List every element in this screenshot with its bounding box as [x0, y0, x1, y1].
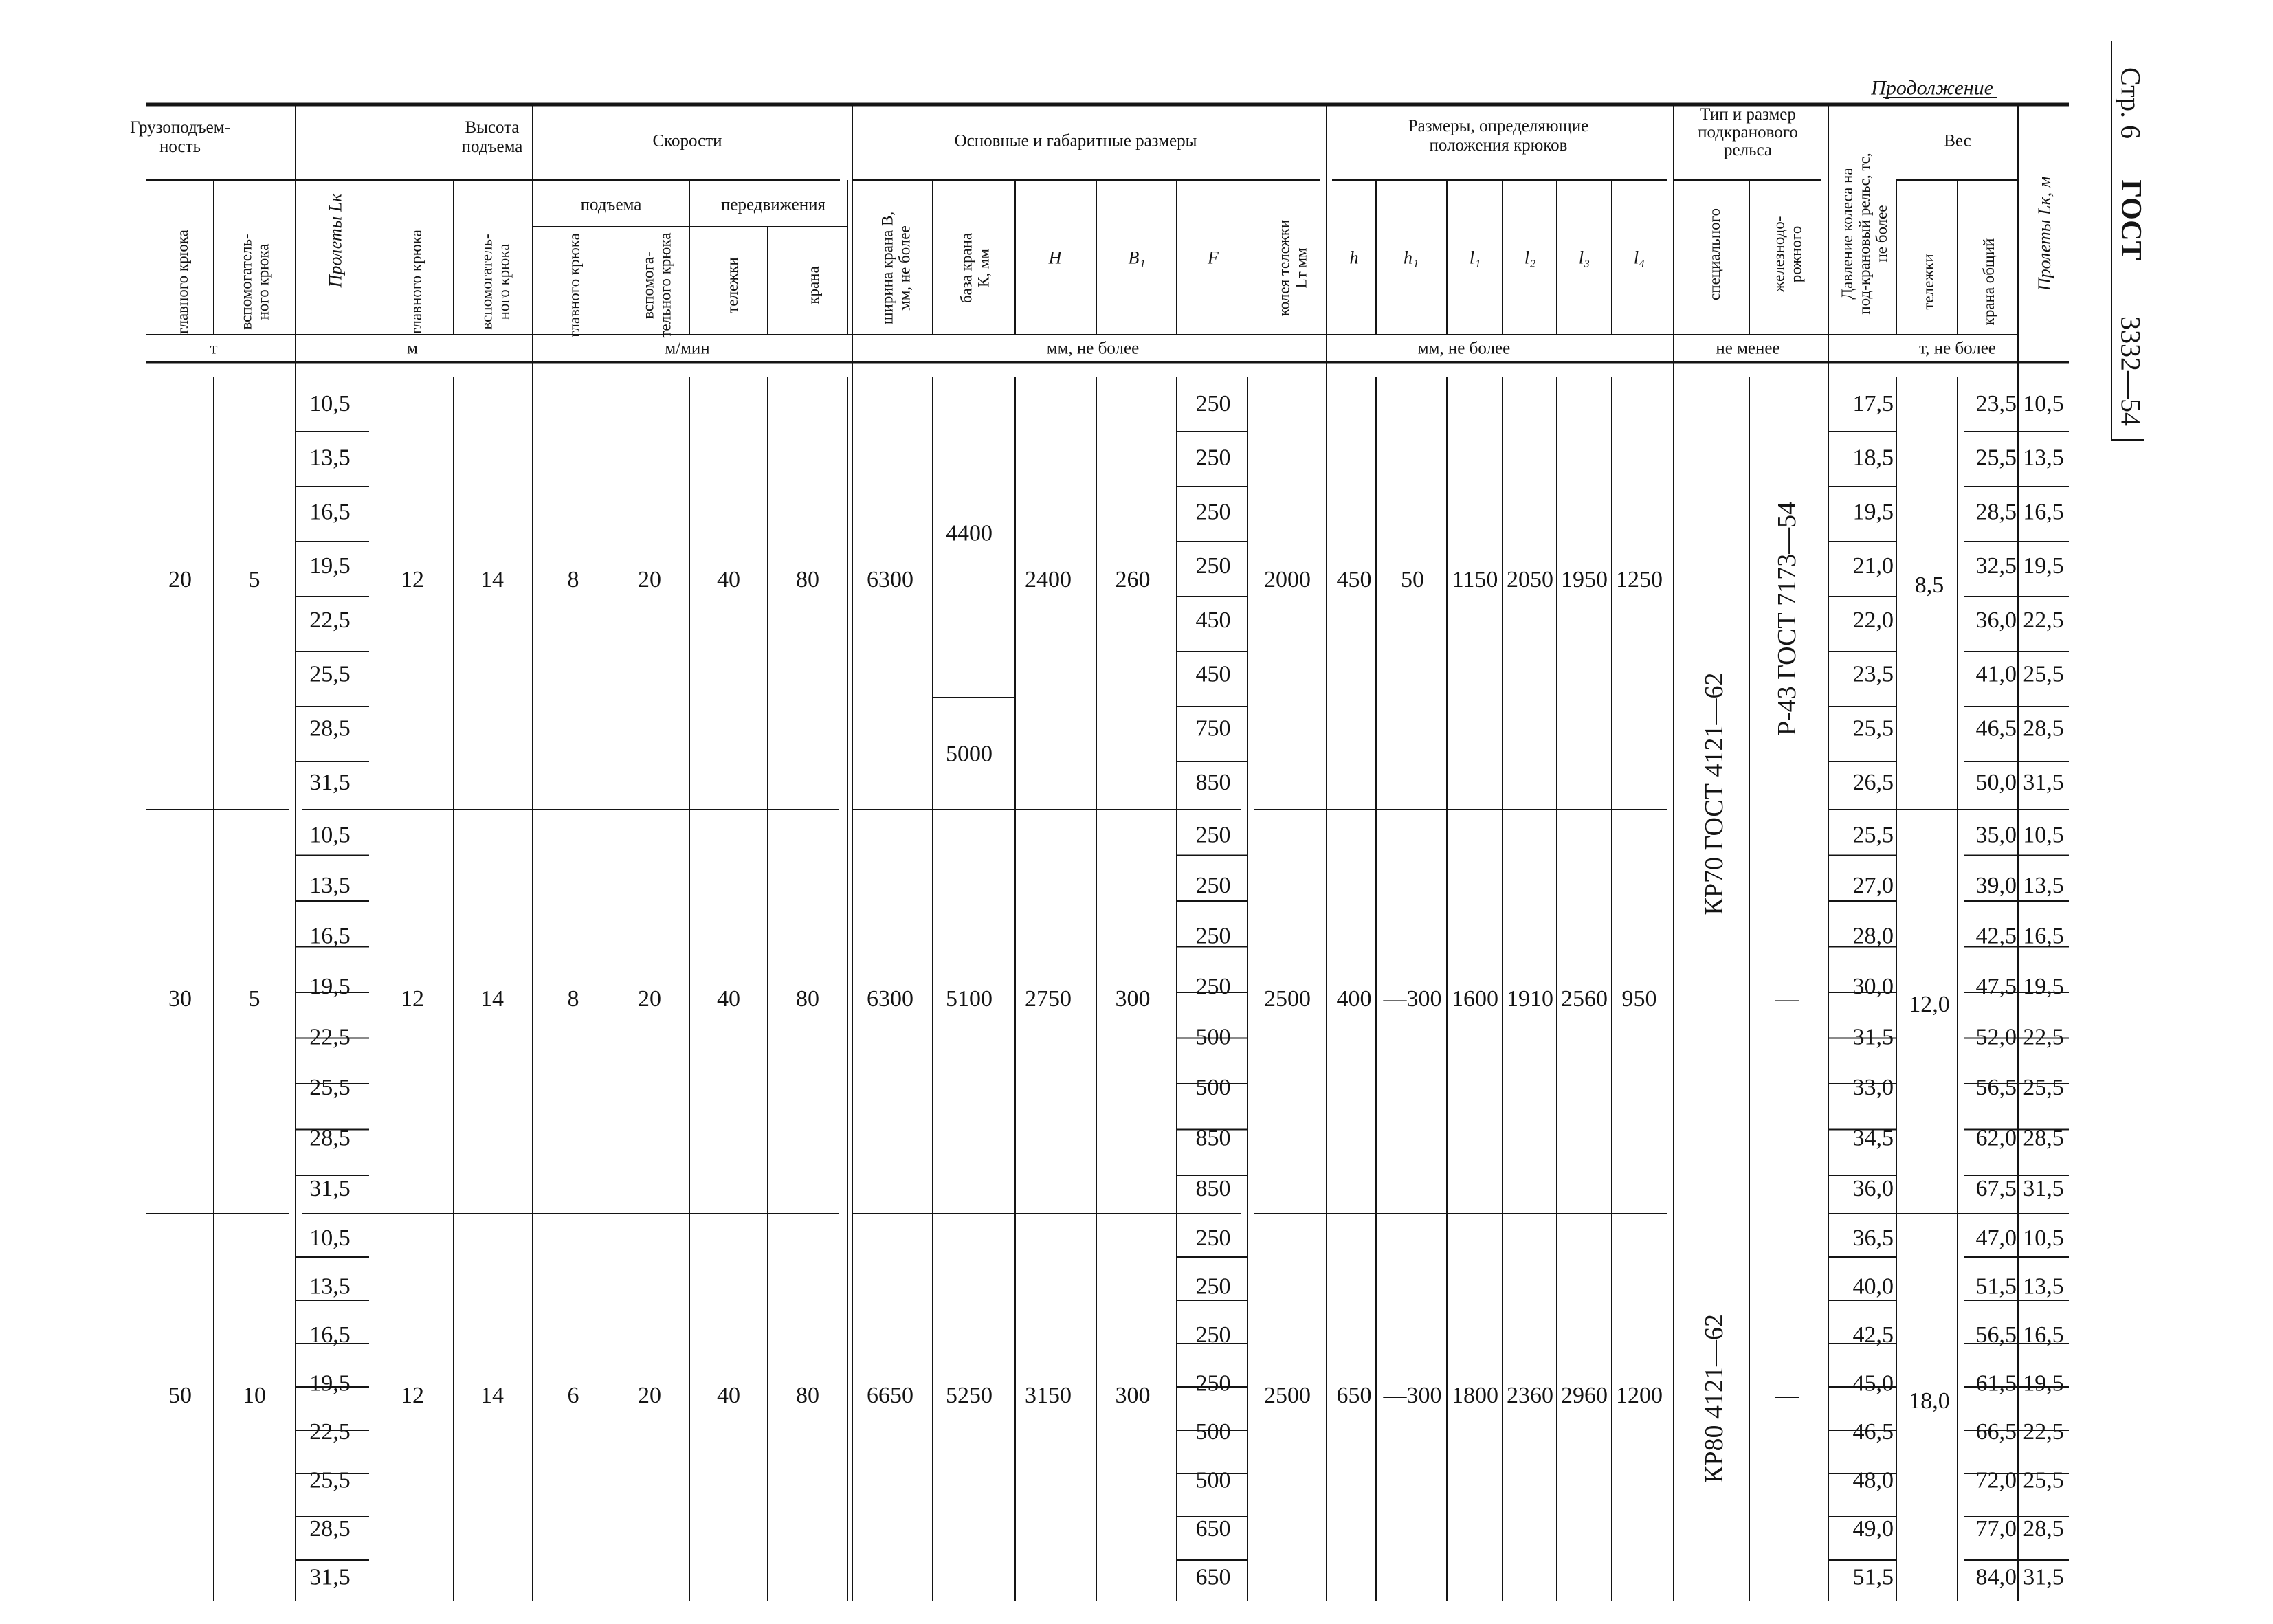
table-text [130, 67, 2147, 1590]
pressure-value: 19,5 [1852, 499, 1894, 525]
h-value: 3150 [1025, 1382, 1072, 1408]
f-value: 750 [1195, 715, 1231, 742]
span-value: 13,5 [309, 872, 351, 898]
w-total-value: 41,0 [1975, 661, 2017, 687]
b1-dim-header: B₁ [1128, 247, 1146, 268]
span-value: 10,5 [309, 1225, 351, 1251]
h1-header: h₁ [1403, 247, 1419, 268]
f-value: 250 [1195, 923, 1231, 949]
pressure-value: 27,0 [1852, 872, 1894, 898]
w-total-value: 72,0 [1975, 1467, 2017, 1493]
continuation-label: Продолжение [1871, 76, 1993, 100]
sp-trolley-value: 40 [717, 1382, 740, 1408]
b1-value: 300 [1115, 986, 1151, 1012]
w-total-header: крана общий [1980, 238, 1997, 326]
l1-header: l₁ [1469, 247, 1481, 268]
span-value: 16,5 [309, 499, 351, 525]
span-right-value: 16,5 [2023, 499, 2064, 525]
span-value: 22,5 [309, 1024, 351, 1050]
sp-main-value: 8 [567, 986, 579, 1012]
crane-width-value: 6650 [867, 1382, 913, 1408]
w-total-value: 47,5 [1975, 973, 2017, 999]
span-right-value: 31,5 [2023, 1564, 2064, 1590]
lh-main-value: 12 [401, 986, 424, 1012]
lh-main-value: 12 [401, 566, 424, 592]
f-value: 850 [1195, 1175, 1231, 1201]
sp-trolley-value: 40 [717, 566, 740, 592]
l2-header: l₂ [1524, 247, 1536, 268]
rail-railway-value: — [1775, 1382, 1799, 1408]
cap-aux-value: 5 [248, 566, 260, 592]
w-total-value: 84,0 [1975, 1564, 2017, 1590]
sp-aux-header: вспомога-тельного крюка [639, 232, 674, 338]
span-value: 31,5 [309, 1175, 351, 1201]
h-value: 2400 [1025, 566, 1072, 592]
unit-t-not-more: т, не более [1919, 339, 1996, 358]
l4-value: 1250 [1616, 566, 1663, 592]
span-value: 28,5 [309, 715, 351, 742]
sp-crane-header: крана [805, 266, 822, 304]
w-total-value: 47,0 [1975, 1225, 2017, 1251]
pressure-value: 46,5 [1852, 1419, 1894, 1445]
pressure-value: 34,5 [1852, 1125, 1894, 1151]
h1-pos-value: —300 [1383, 1382, 1442, 1408]
span-value: 10,5 [309, 390, 351, 416]
lh-aux-header: вспомогатель-ного крюка [478, 234, 513, 330]
span-right-value: 28,5 [2023, 715, 2064, 742]
sp-trolley-value: 40 [717, 986, 740, 1012]
rail-railway-header: железнодо-рожного [1770, 216, 1805, 293]
span-right-header: Пролеты Lк, м [2034, 176, 2054, 291]
w-total-value: 25,5 [1975, 445, 2017, 471]
track-value: 2500 [1264, 1382, 1311, 1408]
pressure-value: 33,0 [1852, 1074, 1894, 1100]
span-right-value: 22,5 [2023, 607, 2064, 633]
pressure-value: 28,0 [1852, 923, 1894, 949]
span-right-value: 25,5 [2023, 661, 2064, 687]
pressure-value: 23,5 [1852, 661, 1894, 687]
span-header: Пролеты Lк [325, 193, 346, 288]
span-value: 10,5 [309, 822, 351, 848]
cap-aux-value: 5 [248, 986, 260, 1012]
sp-trolley-header: тележки [724, 257, 741, 313]
rail-special-value: КР70 ГОСТ 4121—62 [1700, 672, 1729, 915]
lift-speed-header: подъема [580, 195, 642, 214]
sp-crane-value: 80 [796, 1382, 819, 1408]
f-value: 250 [1195, 1370, 1231, 1397]
crane-base-header: база кранаК, мм [957, 232, 993, 304]
side-page-number: Стр. 6 [2115, 67, 2147, 140]
rail-type-header: Тип и размер подкранового рельса [1698, 105, 1798, 159]
w-total-value: 62,0 [1975, 1125, 2017, 1151]
pressure-value: 22,0 [1852, 607, 1894, 633]
l3-value: 2560 [1561, 986, 1608, 1012]
sp-aux-value: 20 [638, 566, 661, 592]
span-value: 25,5 [309, 1467, 351, 1493]
unit-mm-not-more-2: мм, не более [1417, 339, 1511, 358]
w-trolley-header: тележки [1920, 254, 1937, 310]
sp-main-header: главного крюка [566, 233, 583, 337]
h-value: 2750 [1025, 986, 1072, 1012]
span-value: 25,5 [309, 1074, 351, 1100]
w-total-value: 56,5 [1975, 1322, 2017, 1348]
span-value: 19,5 [309, 973, 351, 999]
w-total-value: 51,5 [1975, 1273, 2017, 1300]
pressure-value: 40,0 [1852, 1273, 1894, 1300]
f-value: 250 [1195, 1273, 1231, 1300]
w-total-value: 66,5 [1975, 1419, 2017, 1445]
f-value: 250 [1195, 553, 1231, 579]
rail-special-header: специального [1706, 208, 1723, 300]
f-value: 650 [1195, 1564, 1231, 1590]
w-trolley-value: 8,5 [1914, 572, 1944, 598]
w-total-value: 52,0 [1975, 1024, 2017, 1050]
l1-value: 1600 [1452, 986, 1498, 1012]
w-total-value: 61,5 [1975, 1370, 2017, 1397]
f-value: 250 [1195, 445, 1231, 471]
cap-main-value: 50 [168, 1382, 192, 1408]
f-value: 850 [1195, 770, 1231, 796]
pressure-value: 17,5 [1852, 390, 1894, 416]
dims-header: Основные и габаритные размеры [954, 131, 1197, 151]
crane-base-value: 5100 [946, 986, 993, 1012]
unit-mmin: м/мин [665, 339, 710, 358]
w-total-value: 36,0 [1975, 607, 2017, 633]
span-value: 22,5 [309, 1419, 351, 1445]
crane-width-header: ширина крана В,мм, не более [878, 211, 913, 325]
cap-main-header: главного крюка [174, 230, 191, 334]
span-value: 16,5 [309, 923, 351, 949]
pressure-value: 51,5 [1852, 1564, 1894, 1590]
w-total-value: 42,5 [1975, 923, 2017, 949]
span-value: 28,5 [309, 1125, 351, 1151]
span-right-value: 31,5 [2023, 770, 2064, 796]
f-value: 250 [1195, 822, 1231, 848]
f-value: 250 [1195, 1322, 1231, 1348]
lh-aux-value: 14 [480, 1382, 504, 1408]
crane-width-value: 6300 [867, 566, 913, 592]
capacity-header: Грузоподъем-ность [130, 118, 230, 156]
span-value: 13,5 [309, 1273, 351, 1300]
f-value: 250 [1195, 872, 1231, 898]
weight-header: Вес [1944, 131, 1971, 151]
crane-base-value: 5250 [946, 1382, 993, 1408]
span-value: 16,5 [309, 1322, 351, 1348]
f-value: 250 [1195, 499, 1231, 525]
sp-main-value: 6 [567, 1382, 579, 1408]
w-trolley-value: 18,0 [1909, 1388, 1950, 1414]
pressure-value: 42,5 [1852, 1322, 1894, 1348]
span-right-value: 25,5 [2023, 1467, 2064, 1493]
f-value: 650 [1195, 1515, 1231, 1542]
h1-pos-value: —300 [1383, 986, 1442, 1012]
pressure-value: 30,0 [1852, 973, 1894, 999]
l1-value: 1150 [1452, 566, 1498, 592]
span-right-value: 10,5 [2023, 390, 2064, 416]
span-value: 19,5 [309, 553, 351, 579]
side-gost-number: 3332—54 [2115, 316, 2147, 426]
unit-t: т [210, 339, 218, 358]
pressure-value: 25,5 [1852, 715, 1894, 742]
lh-main-value: 12 [401, 1382, 424, 1408]
f-value: 500 [1195, 1074, 1231, 1100]
l3-header: l₃ [1578, 247, 1590, 268]
cap-aux-header: вспомогатель-ного крюка [237, 234, 272, 330]
span-right-value: 28,5 [2023, 1515, 2064, 1542]
w-total-value: 28,5 [1975, 499, 2017, 525]
f-value: 250 [1195, 973, 1231, 999]
l4-value: 950 [1621, 986, 1657, 1012]
cap-main-value: 30 [168, 986, 192, 1012]
f-value: 250 [1195, 1225, 1231, 1251]
h-header: h [1349, 247, 1359, 268]
lh-aux-value: 14 [480, 986, 504, 1012]
sp-aux-value: 20 [638, 986, 661, 1012]
w-total-value: 46,5 [1975, 715, 2017, 742]
rail-railway-value: Р-43 ГОСТ 7173—54 [1773, 501, 1801, 736]
pressure-value: 48,0 [1852, 1467, 1894, 1493]
span-right-value: 10,5 [2023, 1225, 2064, 1251]
b1-value: 300 [1115, 1382, 1151, 1408]
w-total-value: 35,0 [1975, 822, 2017, 848]
span-right-value: 13,5 [2023, 445, 2064, 471]
span-right-value: 13,5 [2023, 872, 2064, 898]
h-pos-value: 650 [1336, 1382, 1372, 1408]
w-trolley-value: 12,0 [1909, 992, 1950, 1018]
span-right-value: 22,5 [2023, 1419, 2064, 1445]
h-pos-value: 450 [1336, 566, 1372, 592]
f-value: 500 [1195, 1467, 1231, 1493]
l2-value: 1910 [1507, 986, 1553, 1012]
w-total-value: 50,0 [1975, 770, 2017, 796]
unit-mm-not-more: мм, не более [1046, 339, 1140, 358]
l1-value: 1800 [1452, 1382, 1498, 1408]
l2-value: 2360 [1507, 1382, 1553, 1408]
cap-main-value: 20 [168, 566, 192, 592]
pressure-value: 36,5 [1852, 1225, 1894, 1251]
span-right-value: 19,5 [2023, 973, 2064, 999]
track-value: 2500 [1264, 986, 1311, 1012]
span-right-value: 19,5 [2023, 553, 2064, 579]
unit-m: м [407, 339, 418, 358]
f-dim-header: F [1208, 247, 1219, 268]
w-total-value: 32,5 [1975, 553, 2017, 579]
pressure-value: 21,0 [1852, 553, 1894, 579]
span-value: 19,5 [309, 1370, 351, 1397]
f-value: 450 [1195, 607, 1231, 633]
f-value: 500 [1195, 1419, 1231, 1445]
pressure-value: 49,0 [1852, 1515, 1894, 1542]
span-value: 25,5 [309, 661, 351, 687]
rail-railway-value: — [1775, 986, 1799, 1012]
f-value: 250 [1195, 390, 1231, 416]
span-value: 13,5 [309, 445, 351, 471]
span-right-value: 19,5 [2023, 1370, 2064, 1397]
span-right-value: 13,5 [2023, 1273, 2064, 1300]
pressure-value: 26,5 [1852, 770, 1894, 796]
span-value: 28,5 [309, 1515, 351, 1542]
l4-header: l₄ [1633, 247, 1645, 268]
span-right-value: 25,5 [2023, 1074, 2064, 1100]
span-right-value: 16,5 [2023, 1322, 2064, 1348]
cap-aux-value: 10 [243, 1382, 266, 1408]
h-pos-value: 400 [1336, 986, 1372, 1012]
sp-main-value: 8 [567, 566, 579, 592]
l3-value: 2960 [1561, 1382, 1608, 1408]
span-value: 31,5 [309, 770, 351, 796]
pressure-value: 36,0 [1852, 1175, 1894, 1201]
span-value: 31,5 [309, 1564, 351, 1590]
span-right-value: 31,5 [2023, 1175, 2064, 1201]
l3-value: 1950 [1561, 566, 1608, 592]
rail-special-value: КР80 4121—62 [1700, 1314, 1729, 1483]
pressure-value: 25,5 [1852, 822, 1894, 848]
f-value: 850 [1195, 1125, 1231, 1151]
h1-pos-value: 50 [1401, 566, 1424, 592]
pressure-value: 31,5 [1852, 1024, 1894, 1050]
side-gost-label: ГОСТ [2115, 179, 2147, 260]
span-right-value: 28,5 [2023, 1125, 2064, 1151]
w-total-value: 56,5 [1975, 1074, 2017, 1100]
w-total-value: 77,0 [1975, 1515, 2017, 1542]
track-header: колея тележкиLт мм [1275, 219, 1310, 317]
f-value: 450 [1195, 661, 1231, 687]
b1-value: 260 [1115, 566, 1151, 592]
sp-crane-value: 80 [796, 566, 819, 592]
l2-value: 2050 [1507, 566, 1553, 592]
span-right-value: 10,5 [2023, 822, 2064, 848]
speeds-header: Скорости [652, 131, 722, 151]
crane-width-value: 6300 [867, 986, 913, 1012]
pressure-value: 18,5 [1852, 445, 1894, 471]
span-right-value: 16,5 [2023, 923, 2064, 949]
hook-dims-header: Размеры, определяющие положения крюков [1408, 117, 1589, 155]
unit-not-less: не менее [1716, 339, 1780, 358]
l4-value: 1200 [1616, 1382, 1663, 1408]
crane-base-value: 4400 [946, 520, 993, 546]
lift-height-header: Высота подъема [461, 118, 523, 156]
track-value: 2000 [1264, 566, 1311, 592]
lh-aux-value: 14 [480, 566, 504, 592]
span-value: 22,5 [309, 607, 351, 633]
h-dim-header: H [1048, 247, 1062, 268]
pressure-value: 45,0 [1852, 1370, 1894, 1397]
lh-main-header: главного крюка [408, 230, 425, 334]
w-total-value: 67,5 [1975, 1175, 2017, 1201]
w-total-value: 39,0 [1975, 872, 2017, 898]
travel-speed-header: передвижения [721, 195, 825, 214]
sp-aux-value: 20 [638, 1382, 661, 1408]
w-total-value: 23,5 [1975, 390, 2017, 416]
crane-base-value: 5000 [946, 741, 993, 767]
pressure-header: Давление колеса напод-крановый рельс, тс,не более [1839, 153, 1890, 315]
sp-crane-value: 80 [796, 986, 819, 1012]
f-value: 500 [1195, 1024, 1231, 1050]
span-right-value: 22,5 [2023, 1024, 2064, 1050]
